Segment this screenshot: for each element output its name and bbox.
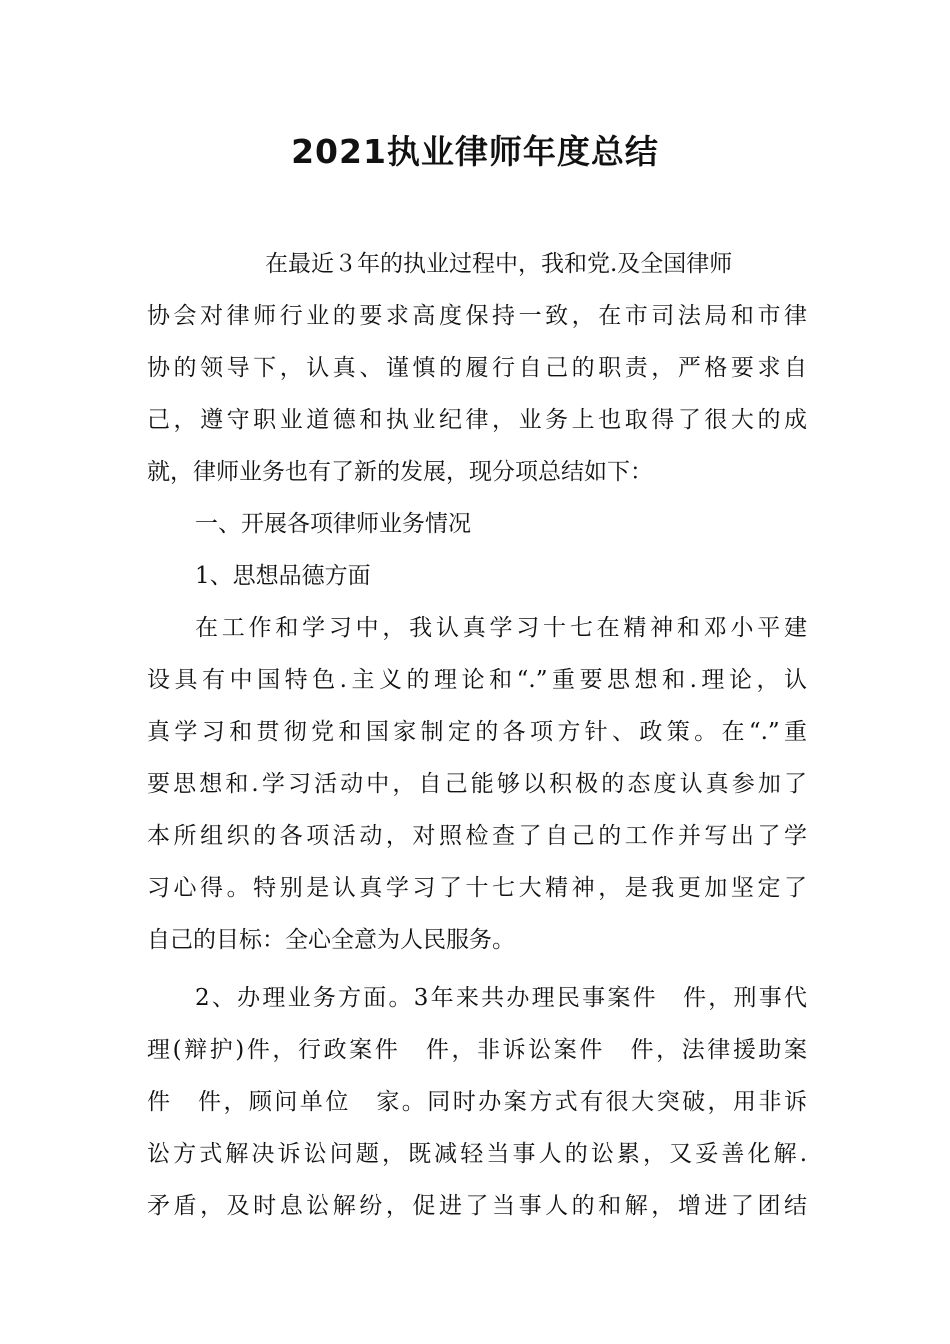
- document-body: [147, 238, 807, 1232]
- paragraph-line: 习心得。特别是认真学习了十七大精神，是我更加坚定了: [147, 875, 807, 901]
- paragraph-line: 己，遵守职业道德和执业纪律，业务上也取得了很大的成: [147, 407, 807, 433]
- subsection-heading: 1、思想品德方面: [195, 563, 371, 589]
- paragraph-line: 理(辩护)件，行政案件 件，非诉讼案件 件，法律援助案: [147, 1037, 807, 1063]
- paragraph-line: 在最近３年的执业过程中，我和党.及全国律师: [265, 251, 733, 277]
- paragraph-line: 真学习和贯彻党和国家制定的各项方针、政策。在“.”重: [147, 719, 807, 745]
- paragraph-line: 要思想和.学习活动中，自己能够以积极的态度认真参加了: [147, 771, 807, 797]
- paragraph-line: 在工作和学习中，我认真学习十七在精神和邓小平建: [195, 615, 807, 641]
- paragraph-line: 2、办理业务方面。3年来共办理民事案件 件，刑事代: [195, 985, 807, 1011]
- paragraph-line: 就，律师业务也有了新的发展，现分项总结如下：: [147, 459, 653, 485]
- paragraph-line: 协的领导下，认真、谨慎的履行自己的职责，严格要求自: [147, 355, 807, 381]
- section-heading: 一、开展各项律师业务情况: [195, 511, 471, 537]
- document-title: 2021执业律师年度总结: [291, 132, 659, 171]
- paragraph-line: 设具有中国特色.主义的理论和“.”重要思想和.理论，认: [147, 667, 807, 693]
- paragraph-line: 讼方式解决诉讼问题，既减轻当事人的讼累，又妥善化解.: [147, 1141, 807, 1167]
- paragraph-line: 自己的目标：全心全意为人民服务。: [147, 927, 515, 953]
- paragraph-line: 本所组织的各项活动，对照检查了自己的工作并写出了学: [147, 823, 807, 849]
- paragraph-line: 矛盾，及时息讼解纷，促进了当事人的和解，增进了团结: [147, 1193, 807, 1219]
- paragraph-line: 件 件，顾问单位 家。同时办案方式有很大突破，用非诉: [147, 1089, 807, 1115]
- paragraph-line: 协会对律师行业的要求高度保持一致，在市司法局和市律: [147, 303, 807, 329]
